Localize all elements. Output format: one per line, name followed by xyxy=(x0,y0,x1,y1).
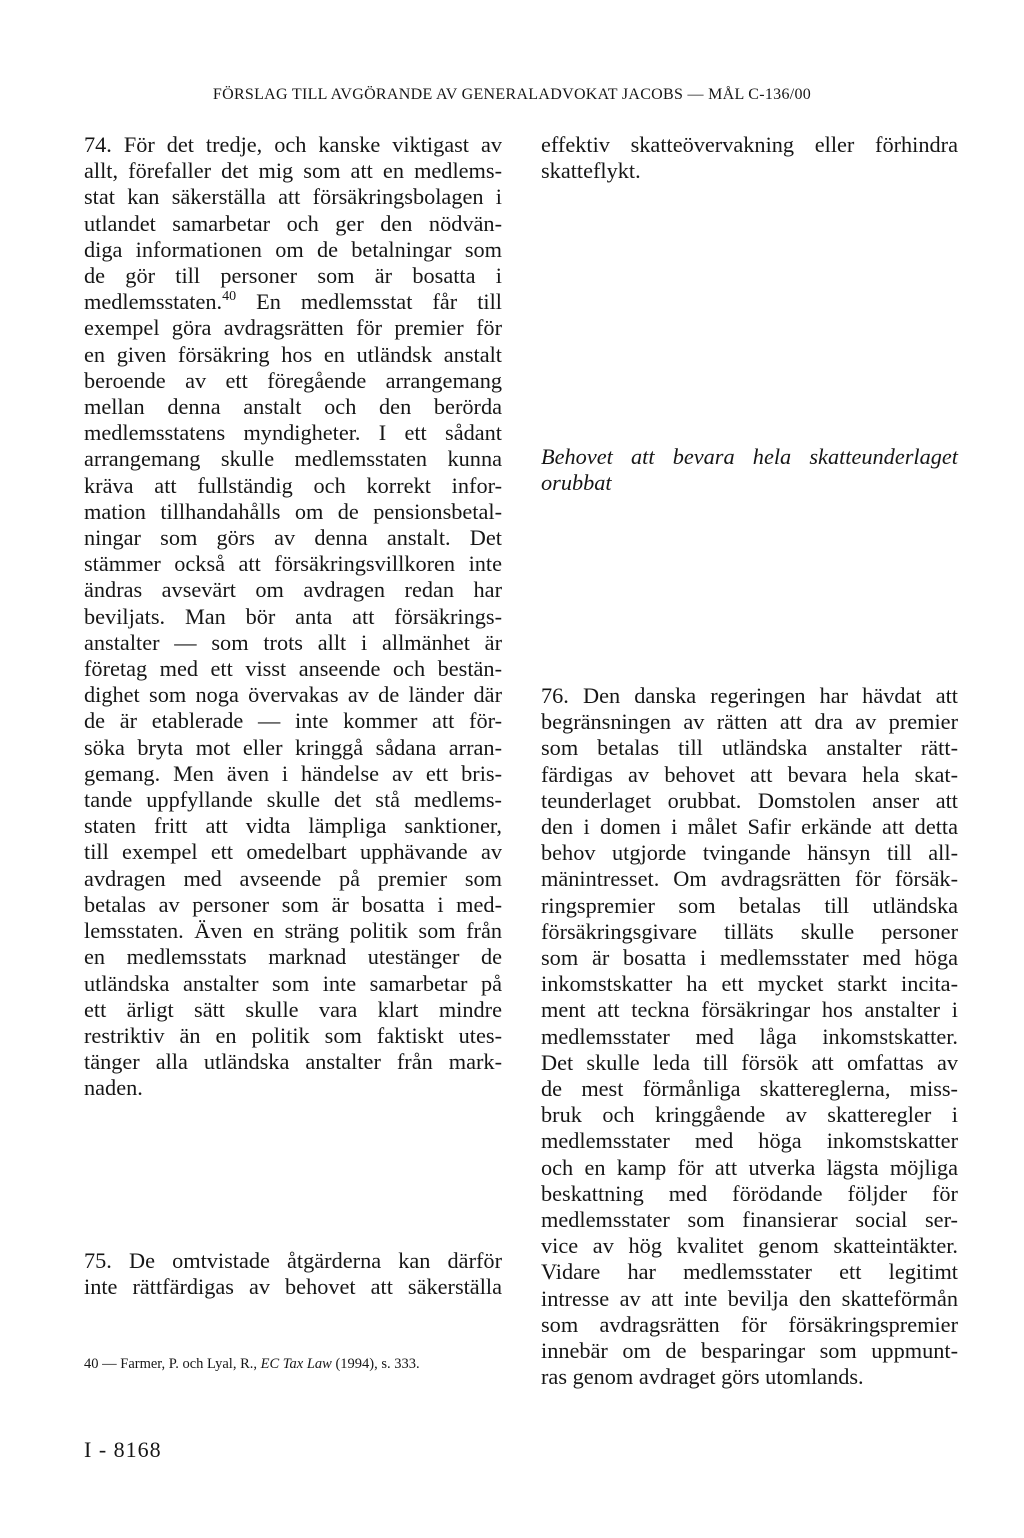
text-line: tänger alla utländska anstalter från mark- xyxy=(84,1049,502,1075)
text-line: de mest förmånliga skattereglerna, miss- xyxy=(541,1076,958,1102)
paragraph-75 xyxy=(84,1248,502,1300)
text-line: och en kamp för att utverka lägsta möjliga xyxy=(541,1154,958,1180)
text-line: avdragen med avseende på premier som xyxy=(84,865,502,891)
text-line: staten fritt att vidta lämpliga sanktioner, xyxy=(84,813,502,839)
text-line: innebär om de besparingar som uppmunt- xyxy=(541,1338,958,1364)
paragraph-74-continued xyxy=(84,315,502,1101)
text-line: exempel göra avdragsrätten för premier för xyxy=(84,315,502,341)
text-line: som är bosatta i medlemsstater med höga xyxy=(541,945,958,971)
text-line: beroende av ett föregående arrangemang xyxy=(84,367,502,393)
footnote-title: EC Tax Law xyxy=(260,1356,332,1372)
footnote-number: 40 xyxy=(84,1356,99,1372)
text-line: bruk och kringgående av skatteregler i xyxy=(541,1102,958,1128)
text-line: inte rättfärdigas av behovet att säkerställa xyxy=(84,1274,502,1300)
text-line: ringspremier som betalas till utländska xyxy=(541,892,958,918)
text-line: medlemsstatens myndigheter. I ett sådant xyxy=(84,420,502,446)
text-line: som avdragsrätten för försäkringspremier xyxy=(541,1311,958,1337)
text-line: teunderlaget orubbat. Domstolen anser att xyxy=(541,787,958,813)
text-line: den i domen i målet Safir erkände att detta xyxy=(541,814,958,840)
text-line: skatteflykt. xyxy=(541,158,641,184)
text-line: intresse av att inte bevilja den skatteförmån xyxy=(541,1285,958,1311)
footnote-reference[interactable]: 40 xyxy=(222,289,237,305)
text-line: som betalas till utländska anstalter rätt- xyxy=(541,735,958,761)
text-line: mation tillhandahålls om de pensionsbetal- xyxy=(84,498,502,524)
text-line: behov utgjorde tvingande hänsyn till all- xyxy=(541,840,958,866)
text-line: en given försäkring hos en utländsk anstalt xyxy=(84,341,502,367)
heading-line: Behovet att bevara hela skatteunderlaget xyxy=(541,444,958,469)
text-line: söka bryta mot eller kringgå sådana arran- xyxy=(84,734,502,760)
text-line: stämmer också att försäkringsvillkoren inte xyxy=(84,551,502,577)
text-line: effektiv skatteövervakning eller förhindra xyxy=(541,132,958,157)
footnote-dash: — xyxy=(102,1356,117,1372)
text-line: försäkringsgivare tilläts skulle personer xyxy=(541,918,958,944)
text-line: 75. De omtvistade åtgärderna kan därför xyxy=(84,1248,502,1273)
text-line: företag med ett visst anseende och bestän- xyxy=(84,656,502,682)
text-segment: medlemsstaten. xyxy=(84,289,223,315)
text-line: Det skulle leda till försök att omfattas av xyxy=(541,1049,958,1075)
text-segment: En medlemsstat får till xyxy=(236,289,502,315)
heading-line: orubbat xyxy=(541,470,612,496)
page-number: I - 8168 xyxy=(84,1437,162,1462)
text-line: arrangemang skulle medlemsstaten kunna xyxy=(84,446,502,472)
text-line: utlandet samarbetar och ger den nödvän- xyxy=(84,210,502,236)
section-heading xyxy=(541,444,958,496)
text-line: diga informationen om de betalningar som xyxy=(84,236,502,262)
text-line: betalas av personer som är bosatta i med- xyxy=(84,891,502,917)
text-line: allt, förefaller det mig som att en medlems- xyxy=(84,158,502,184)
footnote xyxy=(84,1356,504,1373)
text-line: restriktiv än en politik som faktiskt utes- xyxy=(84,1022,502,1048)
text-line: medlemsstater med låga inkomstskatter. xyxy=(541,1023,958,1049)
text-line: vice av hög kvalitet genom skatteintäkter. xyxy=(541,1233,958,1259)
text-line: ras genom avdraget görs utomlands. xyxy=(541,1364,864,1390)
text-line: tande uppfyllande skulle det stå medlems- xyxy=(84,787,502,813)
text-line: 74. För det tredje, och kanske viktigast av xyxy=(84,132,502,157)
text-line: naden. xyxy=(84,1075,143,1101)
text-line: anstalter — som trots allt i allmänhet är xyxy=(84,629,502,655)
text-line: färdigas av behovet att bevara hela skat- xyxy=(541,761,958,787)
text-line: kräva att fullständig och korrekt infor- xyxy=(84,472,502,498)
text-line: en medlemsstats marknad utestänger de xyxy=(84,944,502,970)
text-line: utländska anstalter som inte samarbetar på xyxy=(84,970,502,996)
text-line: mellan denna anstalt och den berörda xyxy=(84,394,502,420)
text-line: stat kan säkerställa att försäkringsbolagen i xyxy=(84,184,502,210)
text-line: 76. Den danska regeringen har hävdat att xyxy=(541,683,958,708)
text-line: dighet som noga övervakas av de länder där xyxy=(84,682,502,708)
text-line: de gör till personer som är bosatta i xyxy=(84,263,502,289)
running-header: FÖRSLAG TILL AVGÖRANDE AV GENERALADVOKAT JACOBS — MÅL C-136/00 xyxy=(212,86,812,103)
text-line: inkomstskatter ha ett mycket starkt incita- xyxy=(541,971,958,997)
text-line: de är etablerade — inte kommer att för- xyxy=(84,708,502,734)
text-line: begränsningen av rätten att dra av premier xyxy=(541,709,958,735)
text-line: lemsstaten. Även en sträng politik som från xyxy=(84,918,502,944)
text-line: ändras avsevärt om avdragen redan har xyxy=(84,577,502,603)
paragraph-75-continued xyxy=(541,132,958,184)
paragraph-76 xyxy=(541,683,958,1390)
text-line: ningar som görs av denna anstalt. Det xyxy=(84,525,502,551)
text-line: ment att teckna försäkringar hos anstalter i xyxy=(541,997,958,1023)
text-line: Vidare har medlemsstater ett legitimt xyxy=(541,1259,958,1285)
text-line: beskattning med förödande följder för xyxy=(541,1180,958,1206)
text-line: medlemsstater med höga inkomstskatter xyxy=(541,1128,958,1154)
footnote-text: Farmer, P. och Lyal, R., xyxy=(120,1356,261,1372)
text-line: beviljats. Man bör anta att försäkrings- xyxy=(84,603,502,629)
paragraph-74-footnote-line xyxy=(84,289,502,315)
left-column xyxy=(84,132,502,1102)
text-line: till exempel ett omedelbart upphävande av xyxy=(84,839,502,865)
paragraph-74 xyxy=(84,132,502,289)
text-line: mänintresset. Om avdragsrätten för försäk- xyxy=(541,866,958,892)
text-line: medlemsstater som finansierar social ser- xyxy=(541,1207,958,1233)
footnote-text-end: (1994), s. 333. xyxy=(331,1356,420,1372)
text-line: ett ärligt sätt skulle vara klart mindre xyxy=(84,996,502,1022)
text-line: gemang. Men även i händelse av ett bris- xyxy=(84,760,502,786)
